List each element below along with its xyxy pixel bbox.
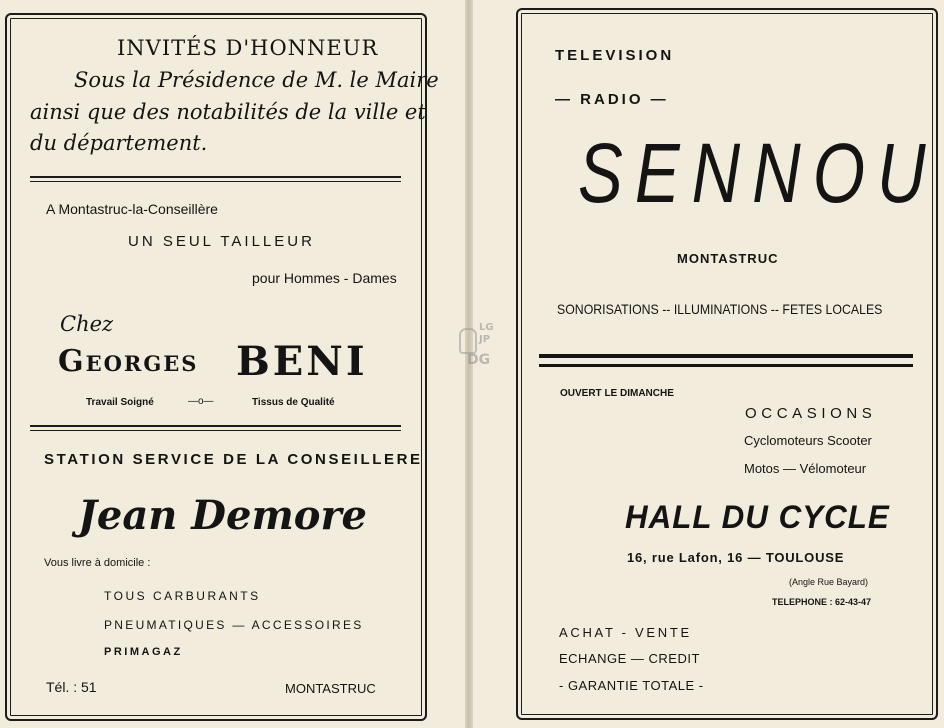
sennou-services: SONORISATIONS -- ILLUMINATIONS -- FETES LOCALES xyxy=(557,301,883,317)
hall-corner: (Angle Rue Bayard) xyxy=(789,577,869,587)
hall-echange: ECHANGE — CREDIT xyxy=(559,651,700,666)
hall-open: OUVERT LE DIMANCHE xyxy=(560,388,674,399)
station-town: MONTASTRUC xyxy=(285,681,376,696)
tailleur-tag-right: Tissus de Qualité xyxy=(252,397,335,408)
hall-name: HALL DU CYCLE xyxy=(625,499,890,535)
stamp-line-3: DG xyxy=(467,352,491,368)
station-item-2: PNEUMATIQUES — ACCESSOIRES xyxy=(104,618,364,632)
right-divider-lower xyxy=(539,364,913,367)
left-divider-1 xyxy=(30,176,401,178)
honneur-line-1: Sous la Présidence de M. le Maire xyxy=(74,68,439,92)
tailleur-tag-separator: —o— xyxy=(188,396,214,407)
station-headline: STATION SERVICE DE LA CONSEILLERE xyxy=(44,451,423,468)
stamp-head-icon xyxy=(459,328,477,354)
tailleur-name-first: Georges xyxy=(58,344,199,379)
left-divider-2 xyxy=(30,425,401,427)
sennou-line-1: TELEVISION xyxy=(555,47,675,64)
station-item-1: TOUS CARBURANTS xyxy=(104,589,261,603)
station-phone: Tél. : 51 xyxy=(46,679,97,695)
hall-phone: TELEPHONE : 62-43-47 xyxy=(772,597,872,607)
honneur-line-2: ainsi que des notabilités de la ville et xyxy=(30,100,426,124)
hall-occasions: OCCASIONS xyxy=(745,405,877,422)
tailleur-name-last: BENI xyxy=(236,338,368,385)
honneur-line-3: du département. xyxy=(30,131,208,155)
station-name: Jean Demore xyxy=(78,492,367,539)
stamp-line-2: JP xyxy=(479,334,491,345)
station-delivery: Vous livre à domicile : xyxy=(44,557,151,569)
tailleur-chez: Chez xyxy=(60,312,114,336)
stamp-line-1: LG xyxy=(479,322,494,333)
tailleur-location: A Montastruc-la-Conseillère xyxy=(46,201,218,217)
right-divider-upper xyxy=(539,354,913,358)
hall-line-1: Cyclomoteurs Scooter xyxy=(744,433,872,448)
sennou-name: SENNOU xyxy=(578,126,938,220)
tailleur-tag-left: Travail Soigné xyxy=(86,397,154,408)
honneur-title: INVITÉS D'HONNEUR xyxy=(117,36,379,60)
tailleur-audience: pour Hommes - Dames xyxy=(252,270,397,286)
sennou-town: MONTASTRUC xyxy=(677,251,779,266)
tailleur-headline: UN SEUL TAILLEUR xyxy=(128,233,315,250)
hall-achat: ACHAT - VENTE xyxy=(559,625,692,640)
station-item-3: PRIMAGAZ xyxy=(104,646,183,658)
hall-line-2: Motos — Vélomoteur xyxy=(744,461,867,476)
hall-garantie: - GARANTIE TOTALE - xyxy=(559,678,704,693)
sennou-line-2: — RADIO — xyxy=(555,91,669,108)
library-stamp xyxy=(457,322,515,372)
hall-address: 16, rue Lafon, 16 — TOULOUSE xyxy=(627,550,845,565)
